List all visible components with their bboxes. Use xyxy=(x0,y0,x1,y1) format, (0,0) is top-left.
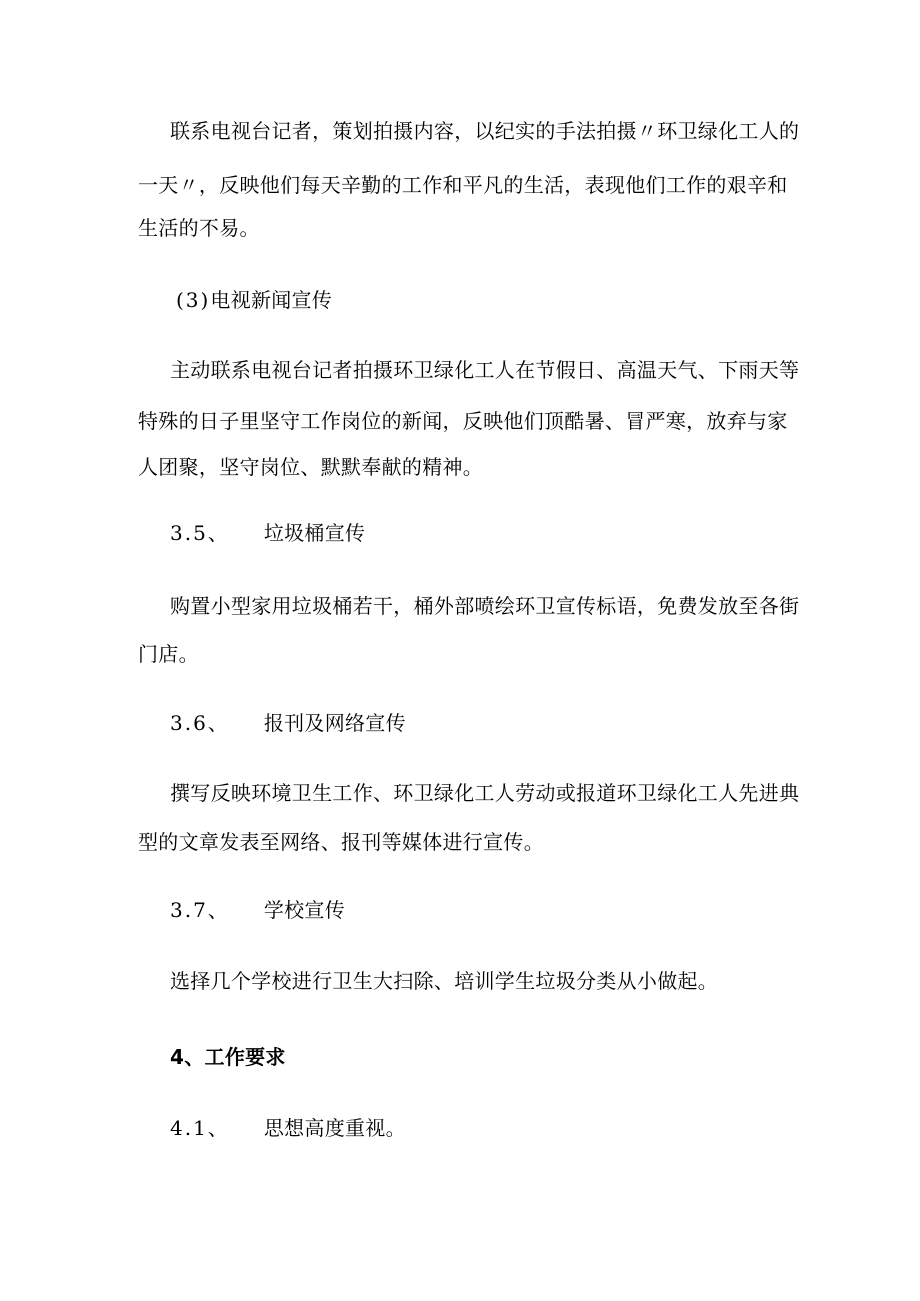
paragraph-line: 主动联系电视台记者拍摄环卫绿化工人在节假日、高温天气、下雨天等 xyxy=(170,358,800,382)
section-number: 3.5、 xyxy=(170,521,230,545)
paragraph-line: 人团聚，坚守岗位、默默奉献的精神。 xyxy=(138,455,484,479)
section-title: 电视新闻宣传 xyxy=(210,288,333,312)
section-title: 学校宣传 xyxy=(263,898,346,922)
section-heading-3-6 xyxy=(170,709,406,737)
section-number: 4.1、 xyxy=(170,1116,230,1140)
section-number: 3.6、 xyxy=(170,711,230,735)
section-title: 思想高度重视。 xyxy=(263,1116,406,1140)
section-number: (3) xyxy=(176,288,211,312)
paragraph-line: 门店。 xyxy=(138,642,199,666)
paragraph-line: 联系电视台记者，策划拍摄内容，以纪实的手法拍摄〃环卫绿化工人的 xyxy=(170,119,800,143)
section-heading-3-7 xyxy=(170,896,345,924)
paragraph-line: 购置小型家用垃圾桶若干，桶外部喷绘环卫宣传标语，免费发放至各街 xyxy=(170,594,800,618)
section-heading-tv-news xyxy=(176,286,332,314)
paragraph-line: 一天〃，反映他们每天辛勤的工作和平凡的生活，表现他们工作的艰辛和 xyxy=(138,173,788,197)
section-number: 3.7、 xyxy=(170,898,230,922)
paragraph-line: 型的文章发表至网络、报刊等媒体进行宣传。 xyxy=(138,830,544,854)
section-heading-4: 4、工作要求 xyxy=(170,1045,286,1069)
section-heading-3-5 xyxy=(170,519,365,547)
section-title: 垃圾桶宣传 xyxy=(263,521,366,545)
paragraph-line: 生活的不易。 xyxy=(138,216,260,240)
section-title: 报刊及网络宣传 xyxy=(263,711,406,735)
paragraph-line: 撰写反映环境卫生工作、环卫绿化工人劳动或报道环卫绿化工人先进典 xyxy=(170,781,800,805)
paragraph-line: 选择几个学校进行卫生大扫除、培训学生垃圾分类从小做起。 xyxy=(170,969,719,993)
paragraph-line: 特殊的日子里坚守工作岗位的新闻，反映他们顶酷暑、冒严寒，放弃与家 xyxy=(138,409,788,433)
section-heading-4-1 xyxy=(170,1114,406,1142)
